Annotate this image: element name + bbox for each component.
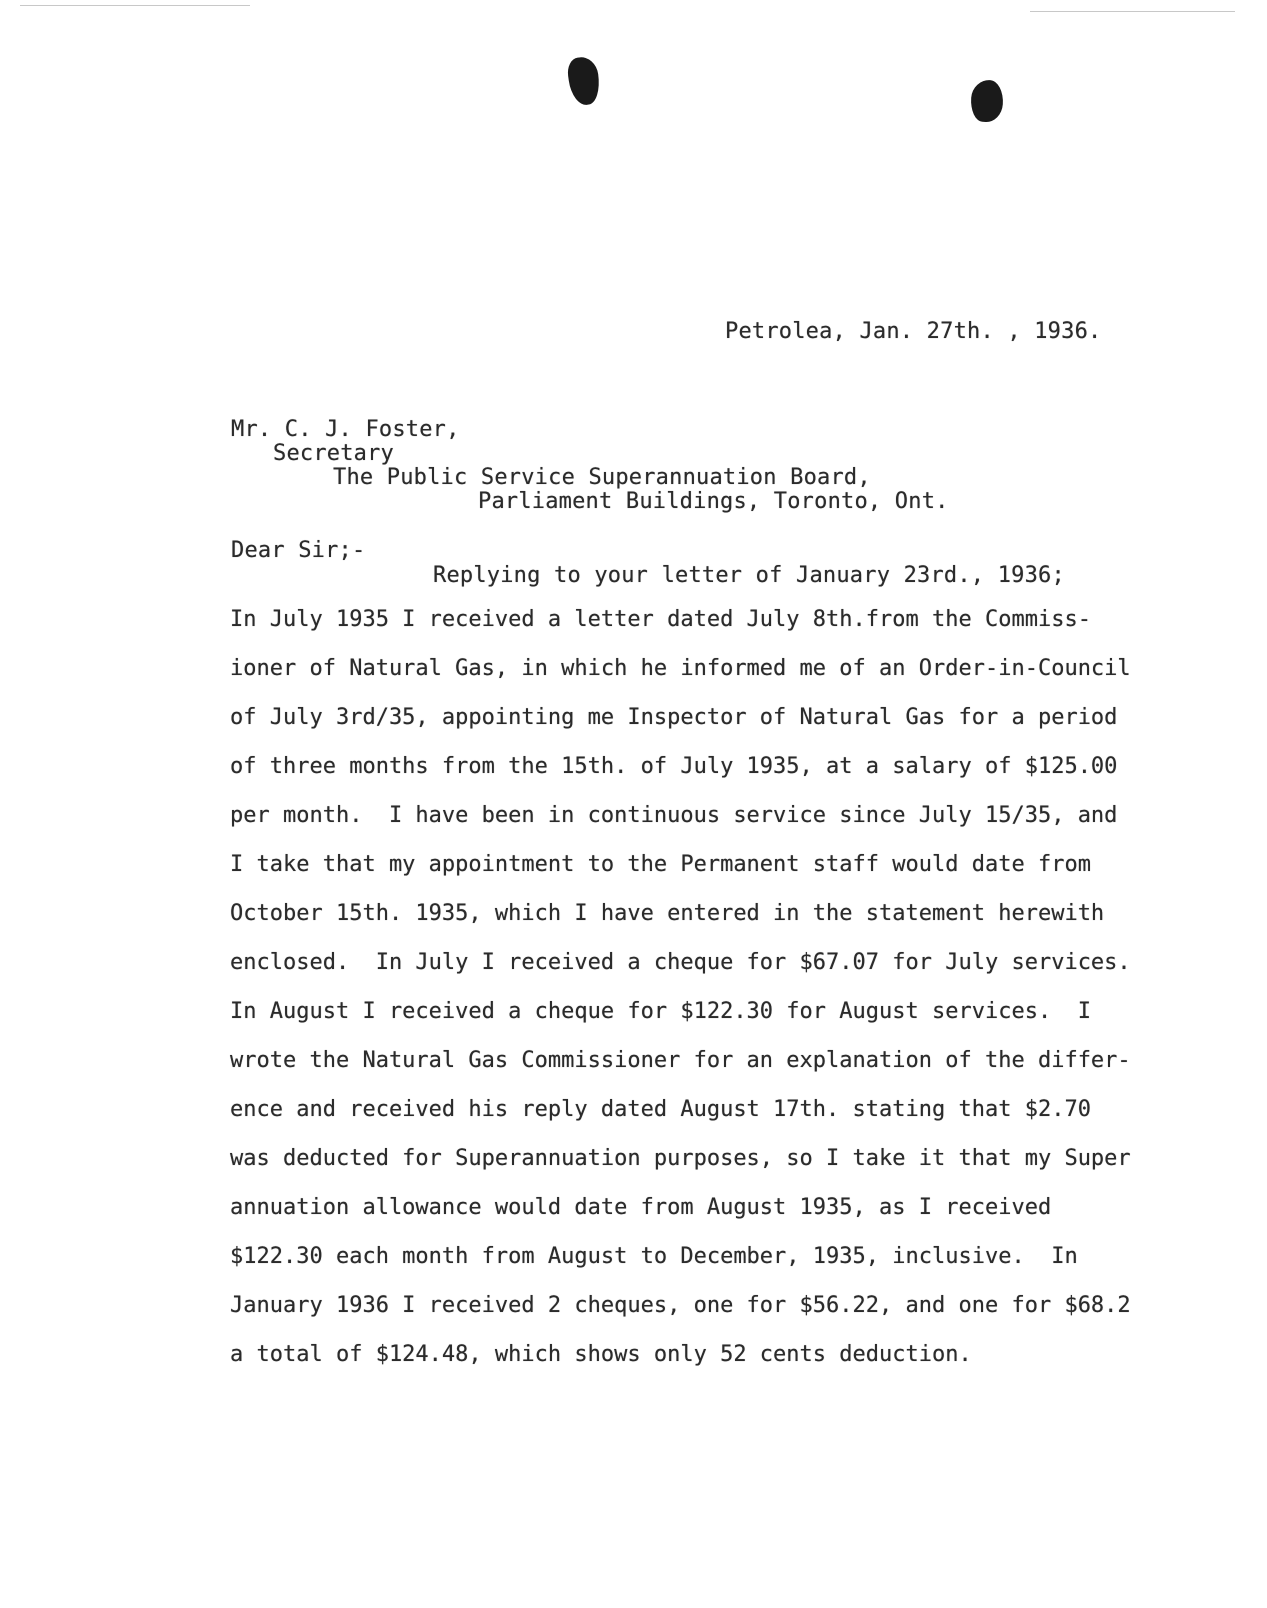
punch-hole-right bbox=[970, 79, 1005, 123]
opening-line: Replying to your letter of January 23rd., 1936; bbox=[433, 563, 1065, 588]
punch-hole-left bbox=[566, 55, 602, 107]
body-line: was deducted for Superannuation purposes, so I take it that my Super bbox=[230, 1146, 1131, 1171]
recipient-organization: The Public Service Superannuation Board, bbox=[333, 465, 871, 490]
body-line: January 1936 I received 2 cheques, one for $56.22, and one for $68.2 bbox=[230, 1293, 1131, 1318]
body-line: of three months from the 15th. of July 1935, at a salary of $125.00 bbox=[230, 754, 1118, 779]
body-line: enclosed. In July I received a cheque for $67.07 for July services. bbox=[230, 950, 1131, 975]
body-line: annuation allowance would date from August 1935, as I received bbox=[230, 1195, 1052, 1220]
body-line: per month. I have been in continuous service since July 15/35, and bbox=[230, 803, 1118, 828]
body-line: In July 1935 I received a letter dated July 8th.from the Commiss- bbox=[230, 607, 1091, 632]
letter-date: Petrolea, Jan. 27th. , 1936. bbox=[725, 319, 1102, 344]
body-line: $122.30 each month from August to December, 1935, inclusive. In bbox=[230, 1244, 1078, 1269]
body-line: wrote the Natural Gas Commissioner for an explanation of the differ- bbox=[230, 1048, 1131, 1073]
body-line: ioner of Natural Gas, in which he informed me of an Order-in-Council bbox=[230, 656, 1131, 681]
body-line: I take that my appointment to the Permanent staff would date from bbox=[230, 852, 1091, 877]
scan-edge-line-top-right bbox=[1030, 11, 1235, 12]
body-line: of July 3rd/35, appointing me Inspector of Natural Gas for a period bbox=[230, 705, 1118, 730]
body-line: a total of $124.48, which shows only 52 cents deduction. bbox=[230, 1342, 972, 1367]
salutation: Dear Sir;- bbox=[231, 538, 366, 563]
recipient-name: Mr. C. J. Foster, bbox=[231, 417, 460, 442]
letter-body bbox=[230, 608, 1240, 1392]
recipient-location: Parliament Buildings, Toronto, Ont. bbox=[478, 489, 949, 514]
recipient-title: Secretary bbox=[273, 441, 395, 466]
body-line: October 15th. 1935, which I have entered in the statement herewith bbox=[230, 901, 1105, 926]
body-line: ence and received his reply dated August 17th. stating that $2.70 bbox=[230, 1097, 1091, 1122]
body-line: In August I received a cheque for $122.30 for August services. I bbox=[230, 999, 1091, 1024]
scan-edge-line-top bbox=[20, 5, 250, 6]
